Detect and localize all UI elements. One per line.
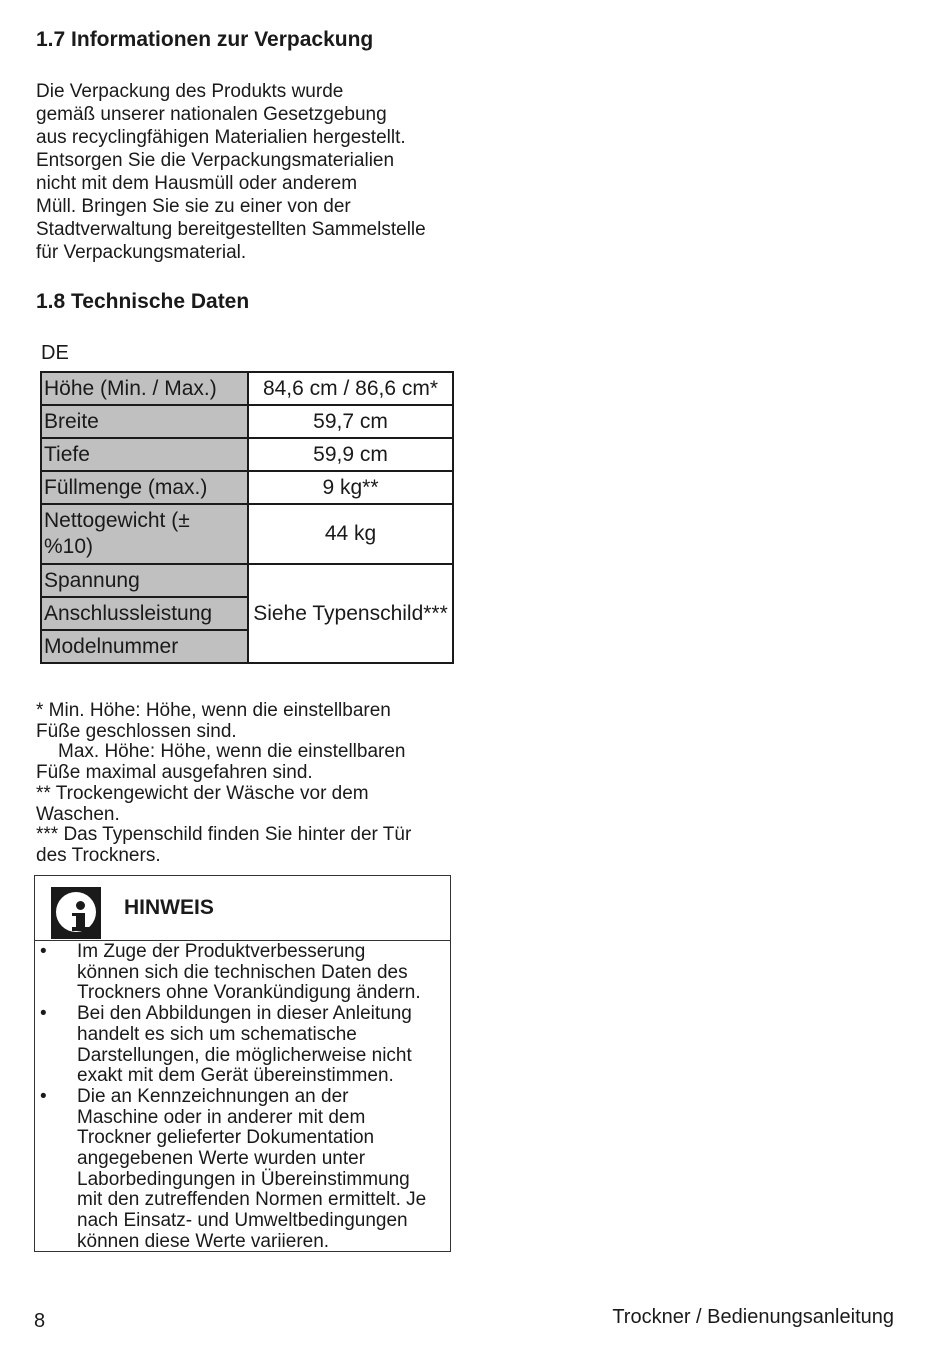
spec-label-capacity: Füllmenge (max.) bbox=[41, 471, 248, 504]
table-row bbox=[41, 471, 453, 504]
section-heading-specs: 1.8 Technische Daten bbox=[36, 290, 250, 313]
footer-title: Trockner / Bedienungsanleitung bbox=[612, 1306, 894, 1328]
bullet: • bbox=[40, 1003, 47, 1025]
notice-list bbox=[35, 942, 450, 1253]
footnotes bbox=[36, 701, 456, 867]
notice-line: Trockners ohne Vorankündigung ändern. bbox=[77, 982, 421, 1004]
footnote-line: Füße geschlossen sind. bbox=[36, 720, 237, 742]
notice-title: HINWEIS bbox=[124, 896, 214, 919]
spec-value-see-type-plate: Siehe Typenschild*** bbox=[248, 564, 453, 663]
notice-line: können diese Werte variieren. bbox=[77, 1230, 330, 1252]
page-number: 8 bbox=[34, 1310, 46, 1332]
notice-line: Im Zuge der Produktverbesserung bbox=[77, 941, 366, 962]
spec-label-voltage: Spannung bbox=[41, 564, 248, 597]
footnote-line: * Min. Höhe: Höhe, wenn die einstellbaren bbox=[36, 700, 391, 721]
spec-value-height: 84,6 cm / 86,6 cm* bbox=[248, 372, 453, 405]
notice-line: exakt mit dem Gerät übereinstimmen. bbox=[77, 1065, 394, 1087]
spec-label-width: Breite bbox=[41, 405, 248, 438]
spec-table bbox=[40, 371, 454, 664]
list-item bbox=[35, 1004, 450, 1087]
footnote-line: Waschen. bbox=[36, 803, 120, 825]
bullet: • bbox=[40, 941, 47, 962]
paragraph-line: gemäß unserer nationalen Gesetzgebung bbox=[36, 104, 387, 125]
bullet: • bbox=[40, 1085, 47, 1107]
info-icon bbox=[51, 887, 101, 939]
list-item bbox=[35, 942, 450, 1004]
packaging-paragraph bbox=[36, 80, 466, 264]
spec-label-net-weight bbox=[41, 504, 248, 564]
spec-label-line: Nettogewicht (± bbox=[44, 509, 190, 532]
paragraph-line: Entsorgen Sie die Verpackungsmaterialien bbox=[36, 150, 395, 171]
footnote-line: *** Das Typenschild finden Sie hinter der Tür bbox=[36, 824, 412, 846]
section-heading-packaging: 1.7 Informationen zur Verpackung bbox=[36, 28, 374, 51]
table-row bbox=[41, 405, 453, 438]
spec-label-model-number: Modelnummer bbox=[41, 630, 248, 663]
notice-line: handelt es sich um schematische bbox=[77, 1023, 357, 1045]
spec-label-power: Anschlussleistung bbox=[41, 597, 248, 630]
notice-line: Darstellungen, die möglicherweise nicht bbox=[77, 1044, 412, 1066]
footnote-line: Füße maximal ausgefahren sind. bbox=[36, 762, 313, 784]
paragraph-line: nicht mit dem Hausmüll oder anderem bbox=[36, 173, 358, 194]
spec-value-depth: 59,9 cm bbox=[248, 438, 453, 471]
footnote-line: ** Trockengewicht der Wäsche vor dem bbox=[36, 782, 369, 804]
notice-line: können sich die technischen Daten des bbox=[77, 961, 408, 983]
notice-line: Maschine oder in anderer mit dem bbox=[77, 1106, 366, 1128]
table-row bbox=[41, 504, 453, 564]
table-row bbox=[41, 372, 453, 405]
notice-line: mit den zutreffenden Normen ermittelt. Je bbox=[77, 1189, 427, 1211]
spec-value-width: 59,7 cm bbox=[248, 405, 453, 438]
notice-line: Bei den Abbildungen in dieser Anleitung bbox=[77, 1003, 412, 1025]
paragraph-line: für Verpackungsmaterial. bbox=[36, 242, 247, 263]
notice-line: angegebenen Werte wurden unter bbox=[77, 1148, 366, 1170]
paragraph-line: aus recyclingfähigen Materialien hergestellt. bbox=[36, 127, 406, 148]
notice-line: nach Einsatz- und Umweltbedingungen bbox=[77, 1210, 408, 1232]
spec-label-depth: Tiefe bbox=[41, 438, 248, 471]
spec-label-height: Höhe (Min. / Max.) bbox=[41, 372, 248, 405]
notice-line: Laborbedingungen in Übereinstimmung bbox=[77, 1168, 410, 1190]
paragraph-line: Die Verpackung des Produkts wurde bbox=[36, 81, 344, 102]
notice-header bbox=[35, 876, 450, 941]
spec-value-capacity: 9 kg** bbox=[248, 471, 453, 504]
notice-box bbox=[34, 875, 451, 1252]
spec-label-line: %10) bbox=[44, 535, 94, 558]
footnote-line: Max. Höhe: Höhe, wenn die einstellbaren bbox=[58, 741, 406, 763]
list-item bbox=[35, 1087, 450, 1253]
paragraph-line: Müll. Bringen Sie sie zu einer von der bbox=[36, 196, 351, 217]
country-code: DE bbox=[41, 342, 69, 364]
paragraph-line: Stadtverwaltung bereitgestellten Sammelstelle bbox=[36, 219, 426, 240]
notice-line: Die an Kennzeichnungen an der bbox=[77, 1085, 349, 1107]
notice-line: Trockner gelieferter Dokumentation bbox=[77, 1127, 375, 1149]
footnote-line: des Trockners. bbox=[36, 844, 161, 866]
table-row bbox=[41, 564, 453, 597]
table-row bbox=[41, 438, 453, 471]
spec-value-net-weight: 44 kg bbox=[248, 504, 453, 564]
